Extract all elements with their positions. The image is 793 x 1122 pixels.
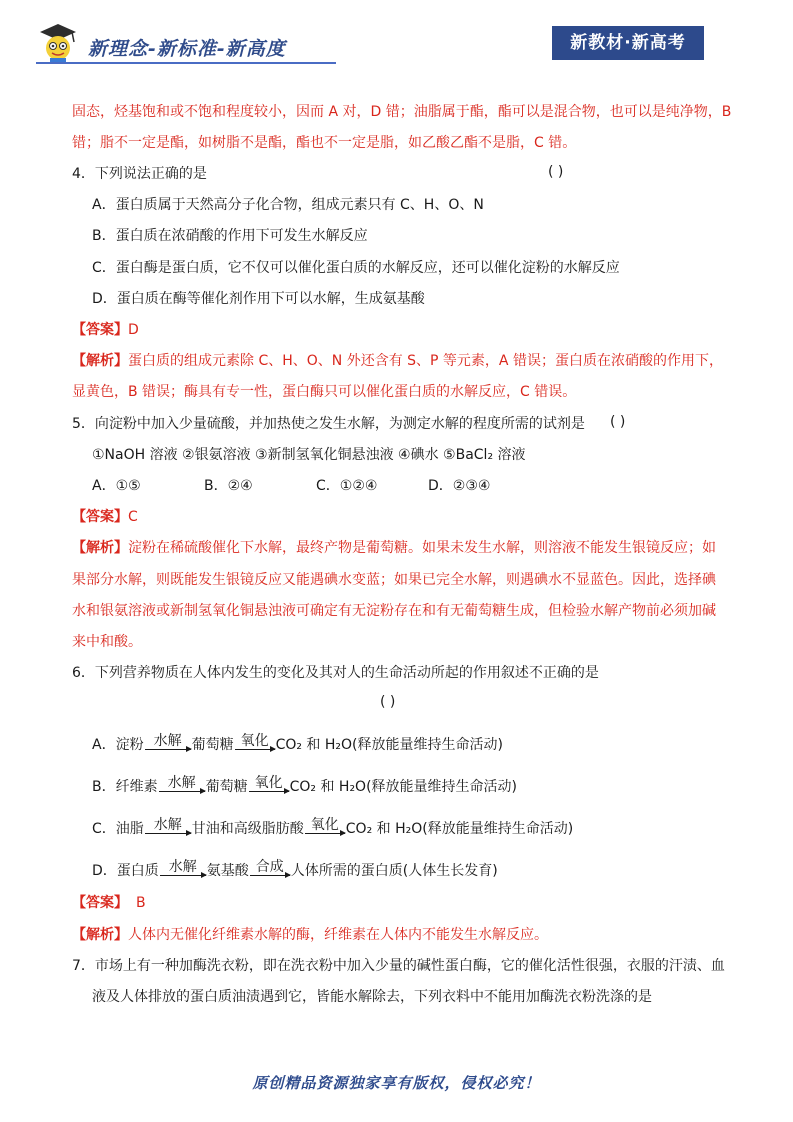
- explanation-text: 人体内无催化纤维素水解的酶，纤维素在人体内不能发生水解反应。: [128, 927, 548, 943]
- explanation-text: 来中和酸。: [72, 634, 142, 650]
- page-header: [0, 0, 793, 70]
- option-d: D．②③④: [428, 478, 491, 494]
- reaction-product: CO₂ 和 H₂O(释放能量维持生命活动): [289, 779, 517, 795]
- answer-line: [72, 507, 138, 527]
- question-4: 4．下列说法正确的是: [72, 166, 207, 182]
- option-b: [92, 777, 517, 797]
- explanation-text: 水和银氨溶液或新制氢氧化铜悬浊液可确定有无淀粉存在和有无葡萄糖生成，但检验水解产物前必须加碱: [72, 603, 716, 619]
- text-line: 固态，烃基饱和或不饱和程度较小，因而 A 对，D 错；油脂属于酯，酯可以是混合物，也可以是纯净物，B: [72, 104, 732, 120]
- reaction-intermediate: 葡萄糖: [191, 737, 234, 753]
- reaction-reactant: D．蛋白质: [92, 863, 159, 879]
- copyright-footer: 原创精品资源独家享有版权，侵权必究！: [252, 1074, 541, 1092]
- mascot-logo-icon: [36, 22, 80, 66]
- reaction-reactant: C．油脂: [92, 821, 144, 837]
- reaction-arrow: 合成: [250, 864, 290, 879]
- explanation-tag: 【解析】: [72, 927, 128, 943]
- reaction-reactant: B．纤维素: [92, 779, 158, 795]
- reaction-arrow: 氧化: [249, 780, 289, 795]
- reaction-arrow: 水解: [160, 864, 206, 879]
- explanation-line: [72, 925, 548, 945]
- question-7-cont: 液及人体排放的蛋白质油渍遇到它，皆能水解除去，下列衣料中不能用加酶洗衣粉洗涤的是: [92, 989, 652, 1005]
- reaction-arrow: 水解: [145, 738, 191, 753]
- reaction-arrow: 氧化: [235, 738, 275, 753]
- reaction-intermediate: 葡萄糖: [205, 779, 248, 795]
- explanation-text: 果部分水解，则既能发生银镜反应又能遇碘水变蓝；如果已完全水解，则遇碘水不显蓝色。因此，选择碘: [72, 572, 716, 588]
- option-d: [92, 861, 498, 881]
- answer-blank: ( ): [548, 164, 564, 180]
- question-7: 7．市场上有一种加酶洗衣粉，即在洗衣粉中加入少量的碱性蛋白酶，它的催化活性很强，衣服的汗渍、血: [72, 958, 725, 974]
- reaction-arrow: 氧化: [305, 822, 345, 837]
- reaction-arrow: 水解: [159, 780, 205, 795]
- reaction-product: CO₂ 和 H₂O(释放能量维持生命活动): [345, 821, 574, 837]
- reaction-reactant: A．淀粉: [92, 737, 144, 753]
- explanation-text: 蛋白质的组成元素除 C、H、O、N 外还含有 S、P 等元素，A 错误；蛋白质在浓硝酸的作用下，: [128, 353, 723, 369]
- explanation-tag: 【解析】: [72, 540, 128, 556]
- answer-value: C: [128, 509, 138, 525]
- option-b: B．蛋白质在浓硝酸的作用下可发生水解反应: [92, 228, 368, 244]
- answer-value: D: [128, 322, 139, 338]
- reaction-intermediate: 甘油和高级脂肪酸: [191, 821, 304, 837]
- explanation-text: 显黄色，B 错误；酶具有专一性，蛋白酶只可以催化蛋白质的水解反应，C 错误。: [72, 384, 577, 400]
- options-row: [92, 476, 490, 496]
- answer-line: [72, 893, 146, 913]
- answer-tag: 【答案】: [72, 509, 128, 525]
- question-6: 6．下列营养物质在人体内发生的变化及其对人的生命活动所起的作用叙述不正确的是: [72, 665, 599, 681]
- header-badge: 新教材·新高考: [552, 26, 704, 60]
- reagent-list: ①NaOH 溶液 ②银氨溶液 ③新制氢氧化铜悬浊液 ④碘水 ⑤BaCl₂ 溶液: [92, 447, 526, 463]
- header-slogan: 新理念-新标准-新高度: [88, 38, 286, 60]
- answer-tag: 【答案】: [72, 322, 128, 338]
- answer-blank: ( ): [380, 694, 396, 710]
- answer-value: B: [136, 895, 146, 911]
- answer-blank: ( ): [610, 414, 626, 430]
- explanation-line: [72, 351, 723, 371]
- explanation-tag: 【解析】: [72, 353, 128, 369]
- option-a: A．蛋白质属于天然高分子化合物，组成元素只有 C、H、O、N: [92, 197, 484, 213]
- option-a: [92, 735, 503, 755]
- option-c: C．①②④: [316, 478, 378, 494]
- answer-line: [72, 320, 139, 340]
- answer-tag: 【答案】: [72, 895, 128, 911]
- header-underline: [36, 62, 336, 64]
- option-a: A．①⑤: [92, 478, 141, 494]
- option-d: D．蛋白质在酶等催化剂作用下可以水解，生成氨基酸: [92, 291, 425, 307]
- option-c: [92, 819, 573, 839]
- reaction-intermediate: 氨基酸: [206, 863, 249, 879]
- reaction-product: CO₂ 和 H₂O(释放能量维持生命活动): [275, 737, 503, 753]
- reaction-product: 人体所需的蛋白质(人体生长发育): [290, 863, 498, 879]
- option-c: C．蛋白酶是蛋白质，它不仅可以催化蛋白质的水解反应，还可以催化淀粉的水解反应: [92, 260, 620, 276]
- explanation-text: 淀粉在稀硫酸催化下水解，最终产物是葡萄糖。如果未发生水解，则溶液不能发生银镜反应；如: [128, 540, 716, 556]
- option-b: B．②④: [204, 478, 253, 494]
- question-5: 5．向淀粉中加入少量硫酸，并加热使之发生水解，为测定水解的程度所需的试剂是: [72, 416, 585, 432]
- reaction-arrow: 水解: [145, 822, 191, 837]
- explanation-line: [72, 538, 716, 558]
- text-line: 错；脂不一定是酯，如树脂不是酯，酯也不一定是脂，如乙酸乙酯不是脂，C 错。: [72, 135, 577, 151]
